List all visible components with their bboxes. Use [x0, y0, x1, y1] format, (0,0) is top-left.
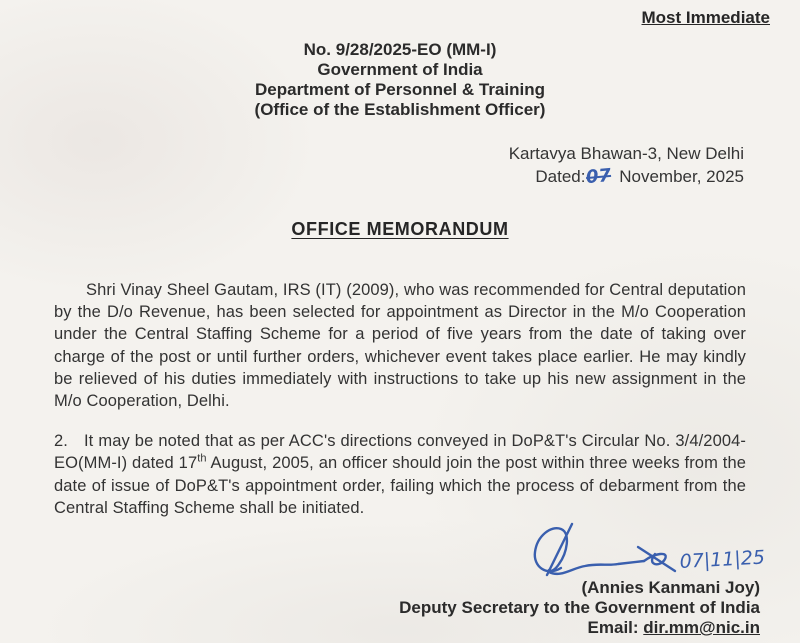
signature-icon — [528, 520, 766, 580]
dated-prefix: Dated: — [535, 167, 586, 186]
email-address: dir.mm@nic.in — [643, 618, 760, 637]
signature-tail — [549, 561, 644, 574]
paragraph-2-text-b: August, 2005, an officer should join the post within three weeks from the date of issue of DoP&T's appointment order, failing which the process of debarment from the Central Staffing Scheme shall be initiated. — [54, 454, 746, 517]
signature-block — [399, 520, 800, 638]
paragraph-2-number: 2. — [54, 432, 68, 451]
paragraph-1: Shri Vinay Sheel Gautam, IRS (IT) (2009), who was recommended for Central deputation by the D/o Revenue, has been selected for appointment as Director in the M/o Cooperation under the Central Staffing Scheme for a period of five years from the date of taking over charge of the post or until further orders, whichever event takes place earlier. He may kindly be relieved of his duties immediately with instructions to take up his new assignment in the M/o Cooperation, Delhi. — [54, 281, 746, 411]
org-office: (Office of the Establishment Officer) — [254, 100, 546, 119]
place-line: Kartavya Bhawan-3, New Delhi — [508, 144, 744, 163]
paragraph-2-text-a: It may be noted that as per ACC's directions conveyed in DoP&T's Circular No. 3/4/2004-EO(MM-I) dated 17 — [54, 432, 746, 473]
memo-title: OFFICE MEMORANDUM — [291, 219, 509, 239]
org-department: Department of Personnel & Training — [255, 80, 545, 99]
reference-number: No. 9/28/2025-EO (MM-I) — [303, 40, 497, 59]
date-line — [0, 165, 744, 188]
dated-suffix: November, 2025 — [619, 167, 744, 186]
signatory-designation: Deputy Secretary to the Government of India — [399, 598, 760, 617]
signature-diagonal — [547, 524, 572, 575]
handwritten-day: 07 — [585, 164, 613, 189]
signature-cross — [638, 547, 675, 571]
signature-handwritten-date: 07|11|25 — [679, 546, 766, 573]
paragraph-2 — [54, 430, 746, 519]
org-government: Government of India — [317, 60, 483, 79]
ordinal-superscript: th — [197, 452, 207, 465]
signatory-email-line — [588, 618, 760, 638]
letterhead — [0, 40, 800, 120]
place-date-block — [0, 142, 800, 188]
email-label: Email: — [587, 618, 644, 637]
signatory-name: (Annies Kanmani Joy) — [581, 578, 760, 597]
classification-label: Most Immediate — [641, 8, 770, 27]
